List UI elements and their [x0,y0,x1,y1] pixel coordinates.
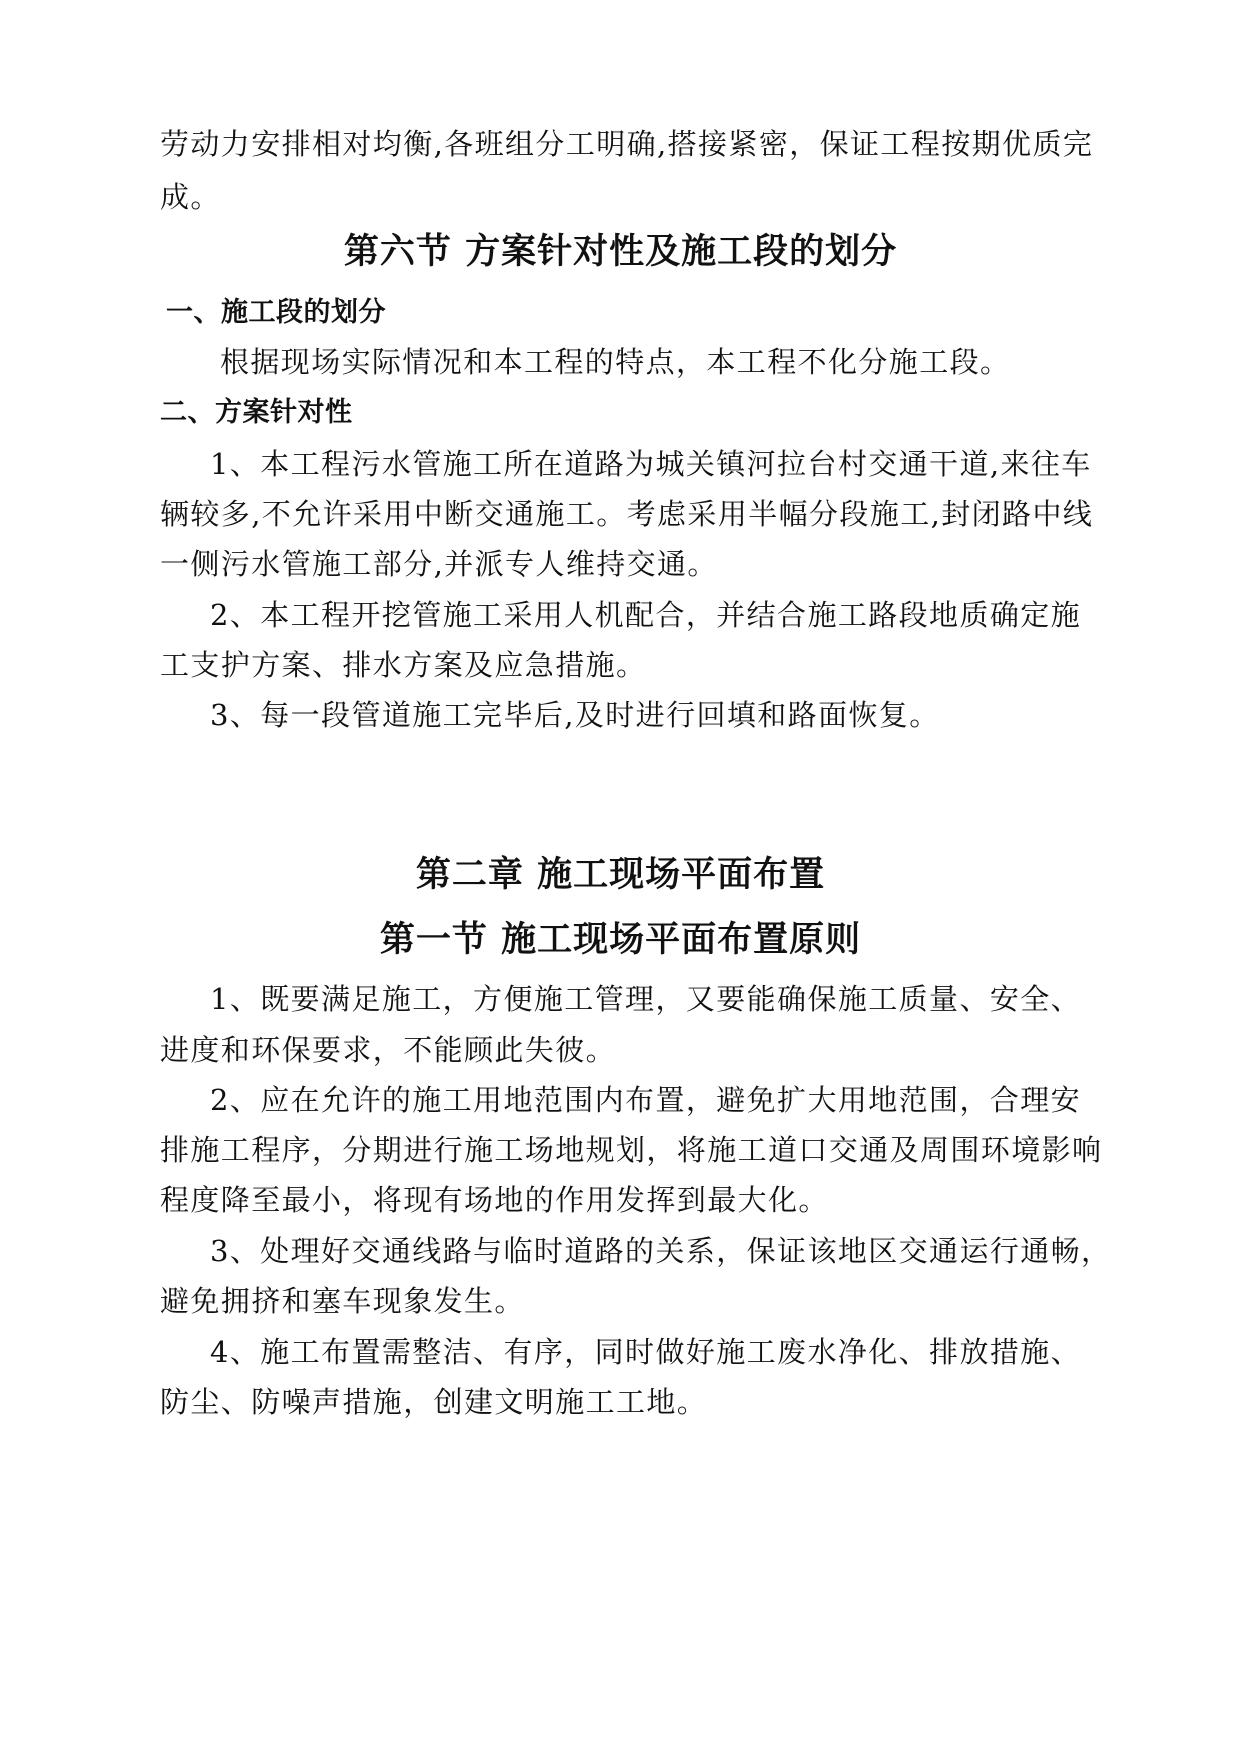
subsection-title: 二、方案针对性 [160,397,353,428]
list-item-line: 进度和环保要求，不能顾此失彼。 [160,1033,617,1067]
list-item-line: 2、本工程开挖管施工采用人机配合，并结合施工路段地质确定施 [210,598,1082,632]
list-item-line: 3、处理好交通线路与临时道路的关系，保证该地区交通运行通畅， [210,1234,1112,1268]
section-title: 第一节 施工现场平面布置原则 [379,919,862,960]
paragraph-line: 劳动力安排相对均衡,各班组分工明确,搭接紧密，保证工程按期优质完 [160,127,1094,161]
list-item-line: 3、每一段管道施工完毕后,及时进行回填和路面恢复。 [210,698,940,732]
list-item-line: 程度降至最小，将现有场地的作用发挥到最大化。 [160,1183,829,1217]
list-item-line: 一侧污水管施工部分,并派专人维持交通。 [160,547,718,581]
chapter-title: 第二章 施工现场平面布置 [415,854,826,895]
list-item-line: 辆较多,不允许采用中断交通施工。考虑采用半幅分段施工,封闭路中线 [160,497,1094,531]
list-item-line: 2、应在允许的施工用地范围内布置，避免扩大用地范围，合理安 [210,1083,1082,1117]
paragraph-line: 成。 [160,180,221,214]
paragraph-line: 根据现场实际情况和本工程的特点，本工程不化分施工段。 [220,345,1011,379]
list-item-line: 避免拥挤和塞车现象发生。 [160,1284,525,1318]
list-item-line: 排施工程序，分期进行施工场地规划，将施工道口交通及周围环境影响 [160,1133,1103,1167]
list-item-line: 防尘、防噪声措施，创建文明施工工地。 [160,1385,708,1419]
list-item-line: 4、施工布置需整洁、有序，同时做好施工废水净化、排放措施、 [210,1335,1082,1369]
list-item-line: 1、既要满足施工，方便施工管理，又要能确保施工质量、安全、 [210,982,1082,1016]
subsection-title: 一、施工段的划分 [166,297,386,328]
section-title: 第六节 方案针对性及施工段的划分 [343,231,898,272]
list-item-line: 工支护方案、排水方案及应急措施。 [160,648,647,682]
list-item-line: 1、本工程污水管施工所在道路为城关镇河拉台村交通干道,来往车 [210,447,1092,481]
